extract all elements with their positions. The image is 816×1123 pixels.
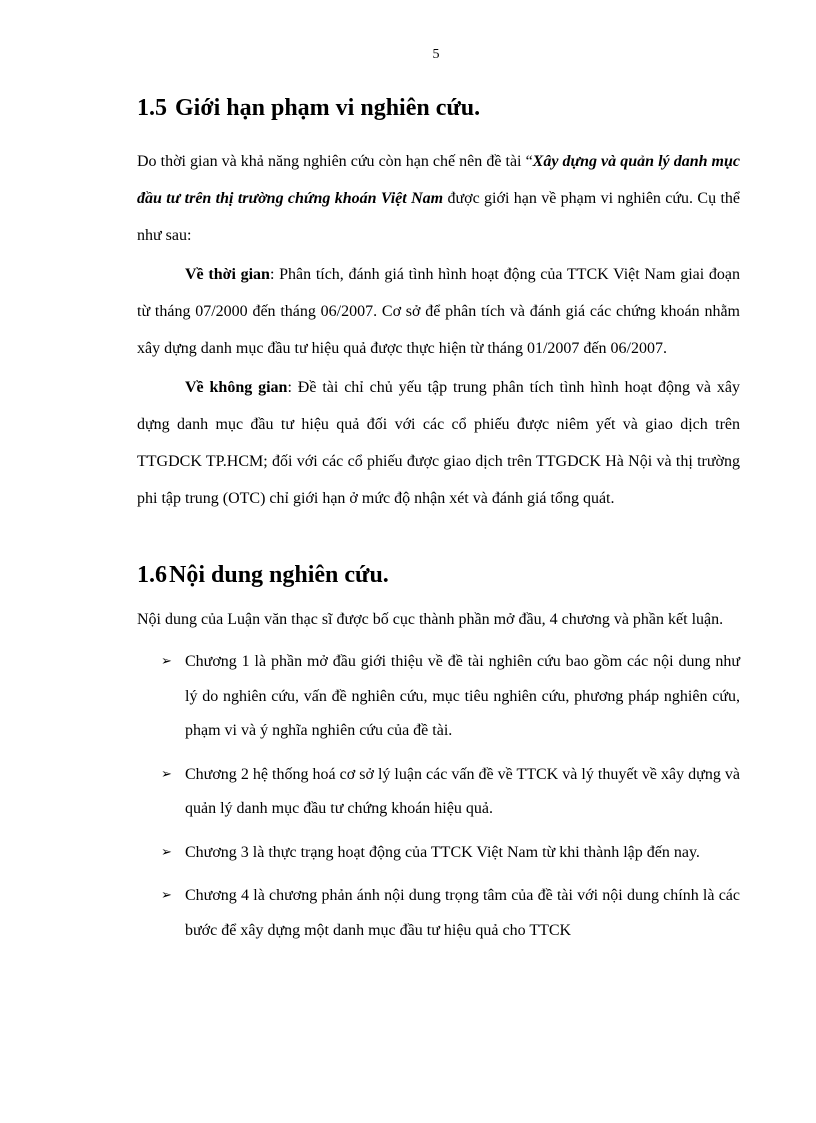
chapter-list <box>137 645 740 948</box>
time-scope-text: : Phân tích, đánh giá tình hình hoạt động của TTCK Việt Nam giai đoạn từ tháng 07/2000 đến tháng 06/2007. Cơ sở để phân tích và đánh giá các chứng khoán nhằm xây dựng danh mục đầu tư hiệu quả được thực hiện từ tháng 01/2007 đến 06/2007. <box>137 266 740 357</box>
time-scope-label: Về thời gian <box>185 266 270 283</box>
intro-text-end: được giới hạn về phạm vi nghiên cứu. Cụ thể như sau: <box>137 190 740 244</box>
section-1-5-intro <box>137 143 740 254</box>
space-scope-label: Về không gian <box>185 379 288 396</box>
list-item <box>137 879 740 948</box>
arrow-bullet-icon: ➢ <box>161 766 172 782</box>
section-number: 1.5 <box>137 95 167 121</box>
list-item-text: Chương 4 là chương phản ánh nội dung trọng tâm của đề tài với nội dung chính là các bước để xây dựng một danh mục đầu tư hiệu quả cho TTCK <box>185 887 740 939</box>
list-item-text: Chương 3 là thực trạng hoạt động của TTCK Việt Nam từ khi thành lập đến nay. <box>185 843 700 861</box>
arrow-bullet-icon: ➢ <box>161 844 172 860</box>
list-item <box>137 758 740 827</box>
arrow-bullet-icon: ➢ <box>161 654 172 669</box>
space-scope-text: : Đề tài chỉ chủ yếu tập trung phân tích tình hình hoạt động và xây dựng danh mục đầu tư hiệu quả đối với các cổ phiếu được niêm yết và giao dịch trên TTGDCK TP.HCM; đối với các cổ phiếu được giao dịch trên TTGDCK Hà Nội và thị trường phi tập trung (OTC) chỉ giới hạn ở mức độ nhận xét và đánh giá tổng quát. <box>137 379 741 507</box>
list-item-text: Chương 1 là phần mở đầu giới thiệu về đề tài nghiên cứu bao gồm các nội dung như lý do nghiên cứu, vấn đề nghiên cứu, mục tiêu nghiên cứu, phương pháp nghiên cứu, phạm vi và ý nghĩa nghiên cứu của đề tài. <box>185 653 740 739</box>
document-body <box>137 92 740 957</box>
thesis-title: Xây dựng và quản lý danh mục đầu tư trên thị trường chứng khoán Việt Nam <box>137 153 740 207</box>
section-title: Nội dung nghiên cứu. <box>169 562 389 588</box>
section-1-6-intro: Nội dung của Luận văn thạc sĩ được bố cục thành phần mở đầu, 4 chương và phần kết luận. <box>137 611 724 628</box>
section-1-6-heading <box>137 559 740 591</box>
intro-text: Do thời gian và khả năng nghiên cứu còn hạn chế nên đề tài “ <box>137 153 533 170</box>
time-scope-paragraph <box>137 256 740 367</box>
section-title: Giới hạn phạm vi nghiên cứu. <box>175 95 481 121</box>
section-number: 1.6 <box>137 562 167 588</box>
arrow-bullet-icon: ➢ <box>161 888 172 903</box>
list-item <box>137 645 740 749</box>
list-item-text: Chương 2 hệ thống hoá cơ sở lý luận các vấn đề về TTCK và lý thuyết về xây dựng và quản lý danh mục đầu tư chứng khoán hiệu quả. <box>185 765 740 817</box>
list-item <box>137 836 740 871</box>
space-scope-paragraph <box>137 369 740 517</box>
section-1-5-heading <box>137 92 740 124</box>
page-number: 5 <box>432 47 440 62</box>
